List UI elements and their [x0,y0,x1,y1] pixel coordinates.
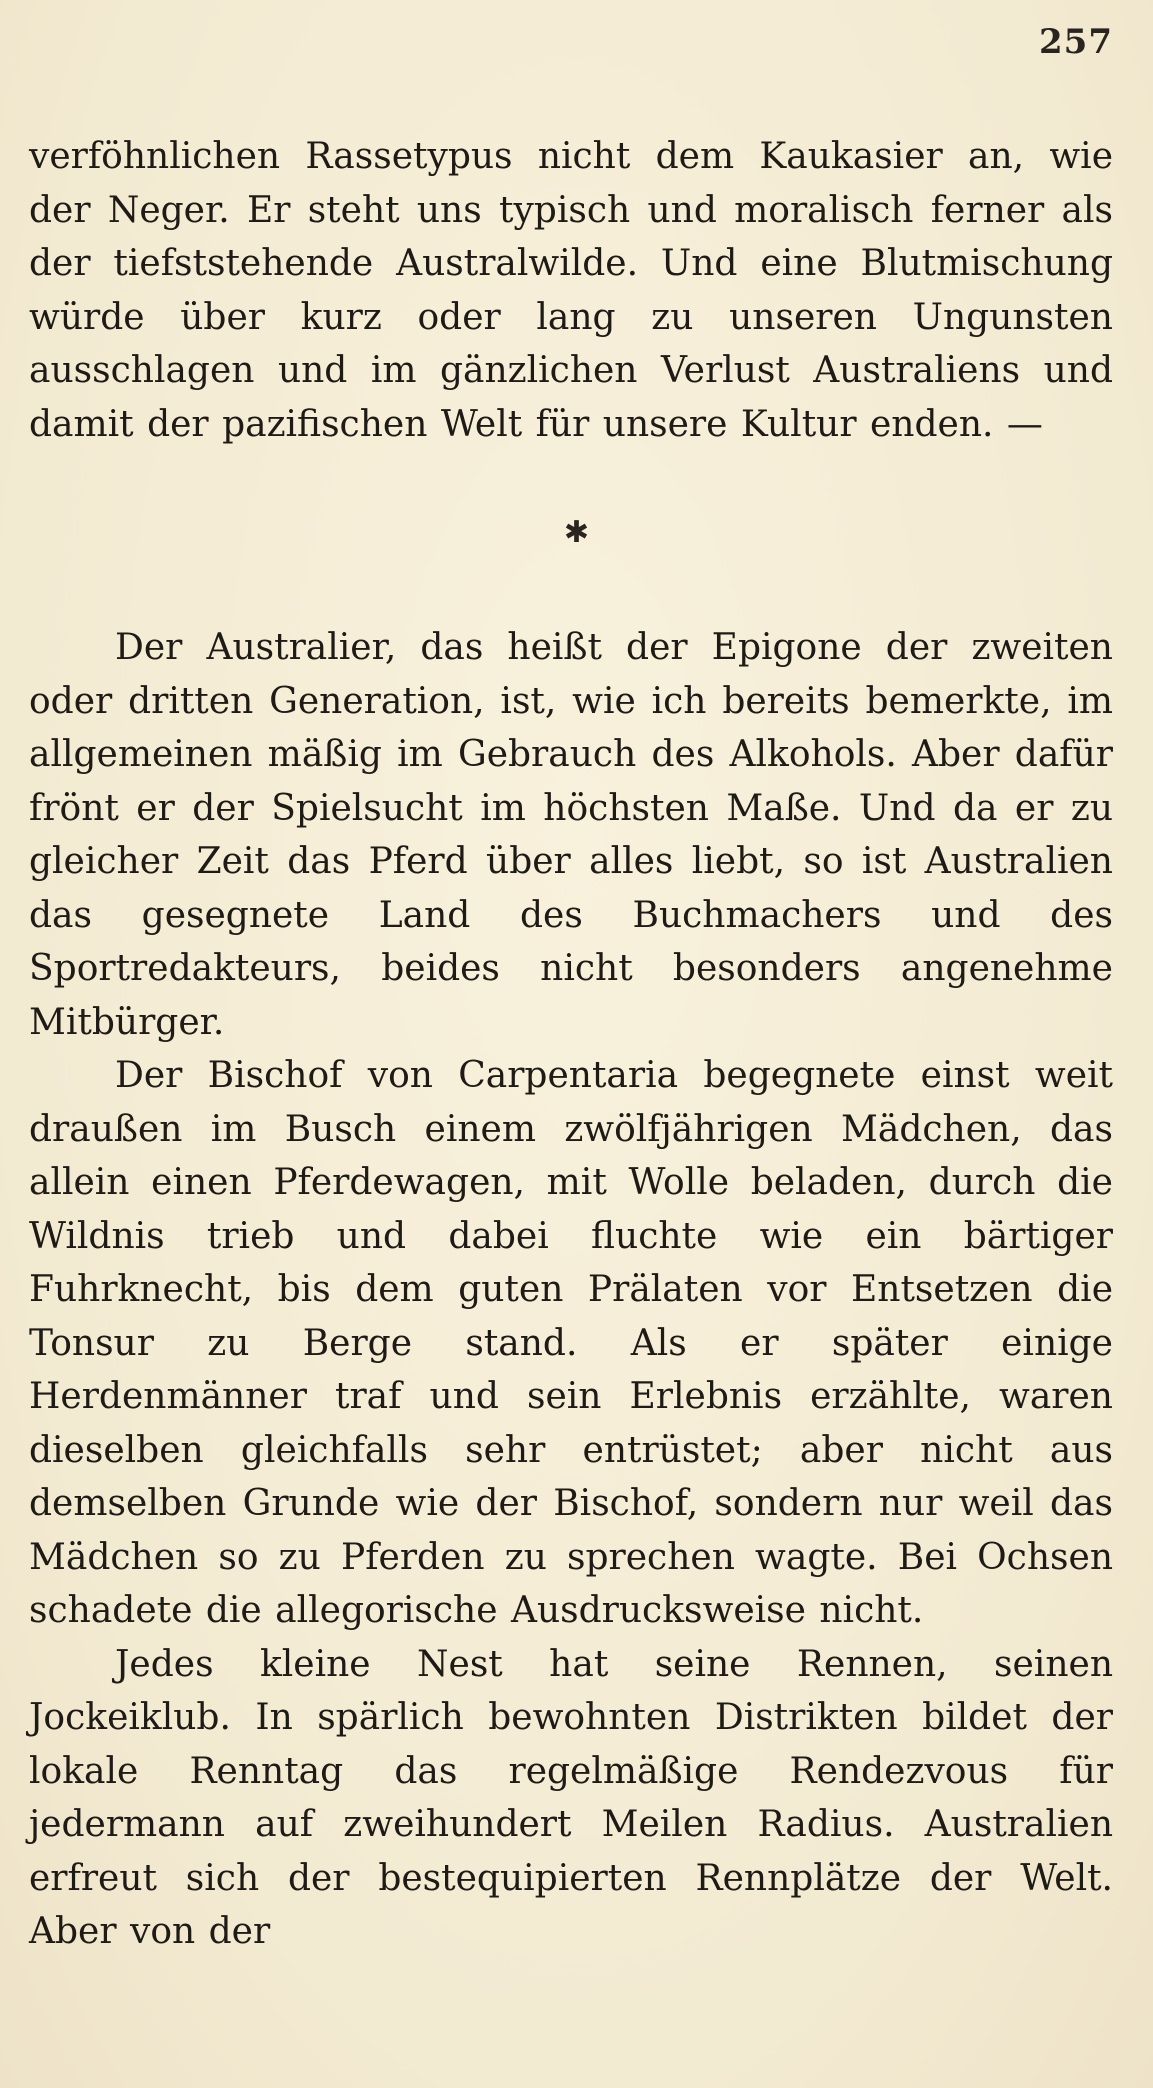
page-number: 257 [1039,22,1113,62]
text-block-top [29,130,1113,451]
paragraph: Jedes kleine Nest hat seine Rennen, seinen Jockeiklub. In spärlich bewohnten Distrikten bildet der lokale Renntag das regelmäßige Rendezvous für jedermann auf zweihundert Meilen Radius. Australien erfreut sich der bestequipierten Rennplätze der Welt. Aber von der [29,1643,1113,1952]
section-divider-ornament: ✱ [563,515,590,550]
paragraph: Der Bischof von Carpentaria begegnete einst weit draußen im Busch einem zwölfjährigen Mädchen, das allein einen Pferdewagen, mit Wolle beladen, durch die Wildnis trieb und dabei fluchte wie ein bärtiger Fuhrknecht, bis dem guten Prälaten vor Entsetzen die Tonsur zu Berge stand. Als er später einige Herdenmänner traf und sein Erlebnis erzählte, waren dieselben gleichfalls sehr entrüstet; aber nicht aus demselben Grunde wie der Bischof, sondern nur weil das Mädchen so zu Pferden zu sprechen wagte. Bei Ochsen schadete die allegorische Ausdrucksweise nicht. [29,1055,1113,1631]
paragraph: verföhnlichen Rassetypus nicht dem Kaukasier an, wie der Neger. Er steht uns typisch und moralisch ferner als der tiefststehende Australwilde. Und eine Blutmischung würde über kurz oder lang zu unseren Ungunsten ausschlagen und im gänzlichen Verlust Australiens und damit der pazifischen Welt für unsere Kultur enden. — [29,136,1113,445]
paragraph: Der Australier, das heißt der Epigone der zweiten oder dritten Generation, ist, wie ich bereits bemerkte, im allgemeinen mäßig im Gebrauch des Alkohols. Aber dafür frönt er der Spielsucht im höchsten Maße. Und da er zu gleicher Zeit das Pferd über alles liebt, so ist Australien das gesegnete Land des Buchmachers und des Sportredakteurs, beides nicht besonders angenehme Mitbürger. [29,627,1113,1043]
text-block-main [29,621,1113,1959]
